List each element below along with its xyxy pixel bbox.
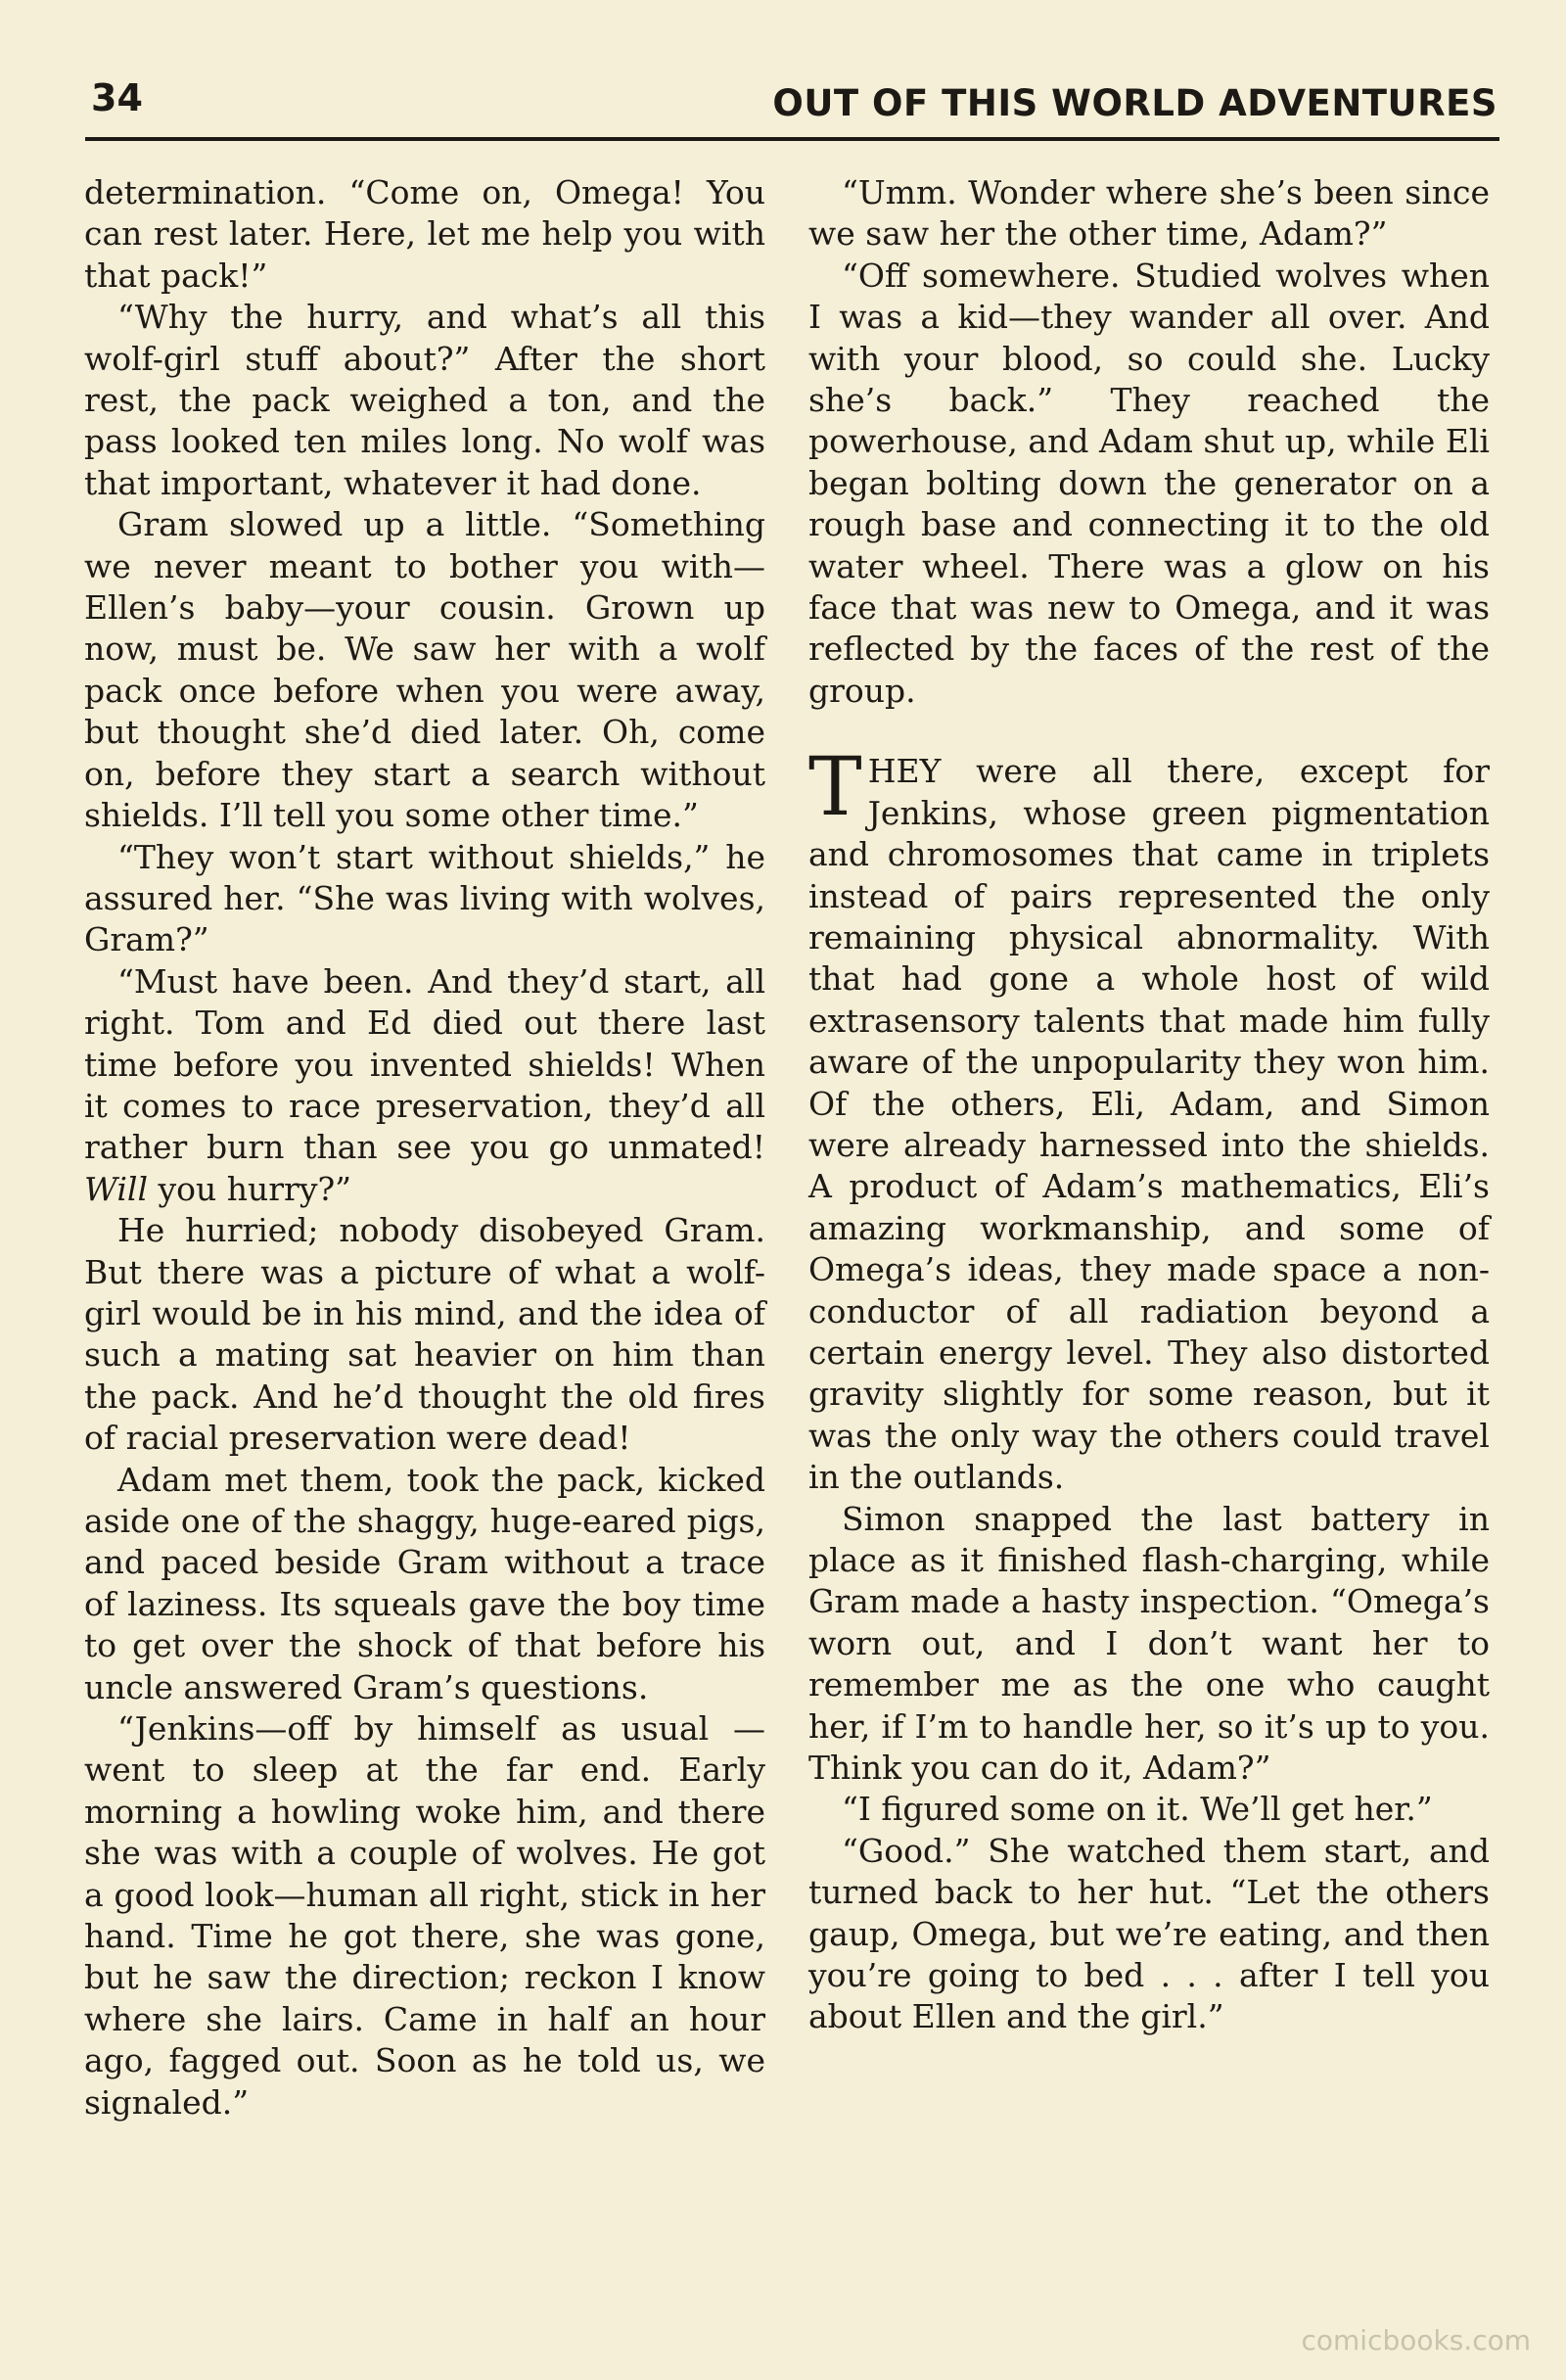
section-opening-paragraph — [808, 741, 1490, 1498]
paragraph: “Why the hurry, and what’s all this wolf-girl stuff about?” After the short rest, the pack weighed a ton, and the pass looked ten miles long. No wolf was that important, whatever it had done. — [84, 298, 765, 502]
paragraph-text: “Must have been. And they’d start, all right. Tom and Ed died out there last time before you invented shields! When it comes to race preservation, they’d all rather burn than see you go unmated! — [84, 961, 765, 1167]
page-number: 34 — [91, 76, 143, 119]
paragraph: “I figured some on it. We’ll get her.” — [842, 1790, 1433, 1829]
paragraph-text: were all there, except for Jenkins, whose green pigmentation and chromosomes that came in triplets instead of pairs represented the only remaining physical abnormality. With that had gone a whole host of wild extrasensory talents that made him fully aware of the unpopularity they won him. Of the others, Eli, Adam, and Simon were already harnessed into the shields. A product of Adam’s mathematics, Eli’s amazing workmanship, and some of Omega’s ideas, they made space a non-conductor of all radiation beyond a certain energy level. They also distorted gravity slightly for some reason, but it was the only way the others could travel in the outlands. — [808, 752, 1490, 1497]
emphasis: Will — [84, 1169, 149, 1208]
paragraph: “They won’t start without shields,” he assured her. “She was living with wolves, Gram?” — [84, 837, 765, 959]
paragraph — [84, 961, 765, 1210]
paragraph: Adam met them, took the pack, kicked aside one of the shaggy, huge-eared pigs, and paced beside Gram without a trace of laziness. Its squeals gave the boy time to get over the shock of that before his uncle answered Gram’s questions. — [84, 1460, 765, 1706]
paragraph: “Umm. Wonder where she’s been since we saw her the other time, Adam?” — [808, 173, 1490, 254]
running-head: OUT OF THIS WORLD ADVENTURES — [772, 82, 1497, 124]
paragraph: Gram slowed up a little. “Something we never meant to bother you with—Ellen’s baby—your cousin. Grown up now, must be. We saw her with a wolf pack once before when you were away, but thought she’d died later. Oh, come on, before they start a search without shields. I’ll tell you some other time.” — [84, 505, 765, 835]
watermark: comicbooks.com — [1301, 2324, 1531, 2357]
drop-cap: T — [808, 741, 862, 835]
paragraph: “Good.” She watched them start, and turned back to her hut. “Let the others gaup, Omega, but we’re eating, and then you’re going to bed . . . after I tell you about Ellen and the girl.” — [808, 1831, 1490, 2036]
paragraph: He hurried; nobody disobeyed Gram. But there was a picture of what a wolf-girl would be in his mind, and the idea of such a mating sat heavier on him than the pack. And he’d thought the old fires of racial preservation were dead! — [84, 1211, 765, 1458]
header-rule — [85, 137, 1499, 141]
paragraph-text: you hurry?” — [148, 1169, 352, 1208]
paragraph: “Jenkins—off by himself as usual —went to sleep at the far end. Early morning a howling woke him, and there she was with a couple of wolves. He got a good look—human all right, stick in her hand. Time he got there, she was gone, but he saw the direction; reckon I know where she lairs. Came in half an hour ago, fagged out. Soon as he told us, we signaled.” — [84, 1709, 765, 2122]
left-column — [84, 172, 765, 2123]
paragraph: determination. “Come on, Omega! You can rest later. Here, let me help you with that pack!” — [84, 173, 765, 295]
right-column — [808, 172, 1490, 2038]
paragraph: “Off somewhere. Studied wolves when I was a kid—they wander all over. And with your blood, so could she. Lucky she’s back.” They reached the powerhouse, and Adam shut up, while Eli began bolting down the generator on a rough base and connecting it to the old water wheel. There was a glow on his face that was new to Omega, and it was reflected by the faces of the rest of the group. — [808, 256, 1490, 710]
small-caps-lead: HEY — [867, 752, 942, 791]
page-header — [85, 72, 1499, 131]
paragraph: Simon snapped the last battery in place as it finished flash-charging, while Gram made a hasty inspection. “Omega’s worn out, and I don’t want her to remember me as the one who caught her, if I’m to handle her, so it’s up to you. Think you can do it, Adam?” — [808, 1499, 1490, 1788]
